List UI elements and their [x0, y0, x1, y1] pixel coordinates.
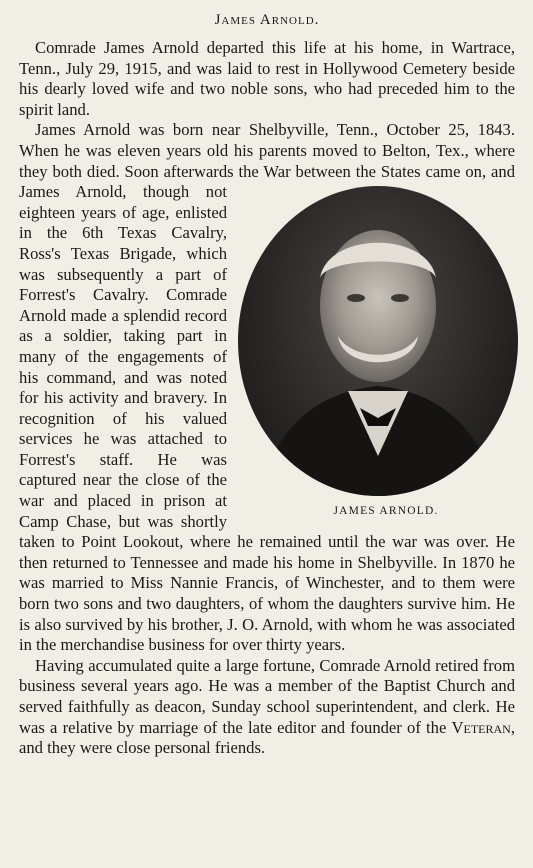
portrait-figure	[235, 186, 521, 518]
paragraph-2: James Arnold was born near Shelbyville, Tenn., October 25, 1843. When he was eleven years old his parents moved to Belton, Tex., where they both died. Soon afterwards the War between the States came on, and James Arnold, though JAMES ARNOLD. not eighteen years of age, enlisted in the 6th Texas Cavalry, Ross's Texas Brigade, which was subsequently a part of Forrest's Cavalry. Comrade Arnold made a splendid record as a soldier, taking part in many of the engagements of his command, and was noted for his activity and bravery. In recognition of his valued services he was attached to Forrest's staff. He was captured near the close of the war and placed in prison at Camp Chase, but was shortly taken to Point Lookout, where he remained until the war was over. He then returned to Tennessee and made his home in Shelbyville. In 1870 he was married to Miss Nannie Francis, of Winchester, and to them were born two sons and two daughters, of whom the daughters survive him. He is also survived by his brother, J. O. Arnold, with whom he was associated in the merchandise business for over thirty years.	[19, 120, 515, 655]
paragraph-3: Having accumulated quite a large fortune, Comrade Arnold retired from business several years ago. He was a member of the Baptist Church and served faithfully as deacon, Sunday school superintendent, and clerk. He was a relative by marriage of the late editor and founder of the Veteran, and they were close personal friends.	[19, 655, 515, 758]
veteran-smallcaps: Veteran	[451, 717, 511, 737]
paragraph-1: Comrade James Arnold departed this life at his home, in Wartrace, Tenn., July 29, 1915, and was laid to rest in Hollywood Cemetery beside his dearly loved wife and two noble sons, who had preceded him to the spirit land.	[19, 38, 515, 119]
article-title: James Arnold.	[214, 12, 320, 28]
portrait-image	[238, 186, 518, 496]
portrait-photo	[238, 186, 518, 496]
portrait-caption: JAMES ARNOLD.	[333, 505, 439, 518]
